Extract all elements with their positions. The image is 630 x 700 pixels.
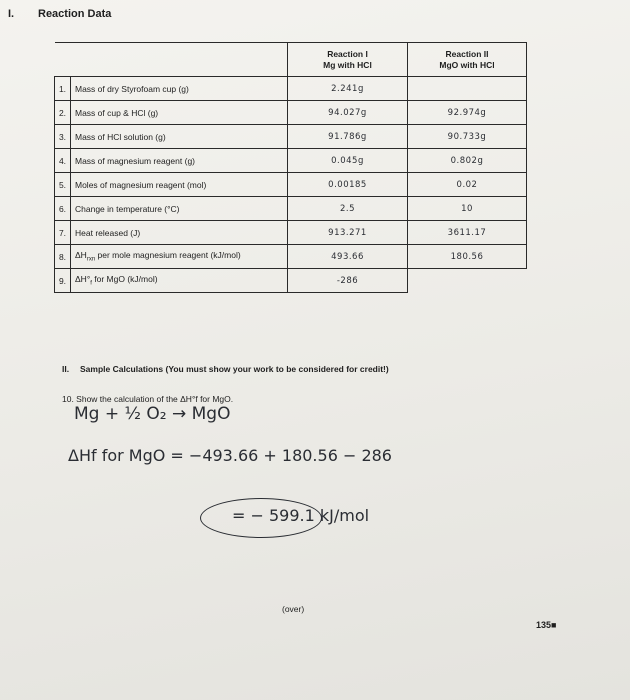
- table-row: [55, 125, 527, 149]
- row-number: 9.: [55, 269, 71, 293]
- delta-h-symbol: ΔH°: [75, 274, 91, 285]
- section-2-number: II.: [62, 364, 70, 374]
- f-subscript: f: [90, 280, 92, 287]
- row-label-rest: per mole magnesium reagent (kJ/mol): [95, 250, 241, 261]
- reaction-1-value: 0.045g: [288, 149, 408, 173]
- row-label: Change in temperature (°C): [71, 197, 288, 221]
- reaction-1-value: 493.66: [288, 245, 408, 269]
- reaction-1-value: 2.241g: [288, 77, 408, 101]
- header-reaction-1: [288, 43, 408, 77]
- row-label: Mass of cup & HCl (g): [71, 101, 288, 125]
- header-reaction-1-line1: Reaction I: [327, 48, 368, 59]
- page-number: 135■: [536, 620, 557, 630]
- table-row: [55, 221, 527, 245]
- row-label: [71, 269, 288, 293]
- reaction-1-value: 913.271: [288, 221, 408, 245]
- rxn-subscript: rxn: [86, 256, 96, 263]
- row-number: 7.: [55, 221, 71, 245]
- section-2-heading: [62, 364, 389, 374]
- section-1-heading: [8, 8, 111, 20]
- delta-h-symbol: ΔH: [75, 250, 87, 261]
- table-row: [55, 269, 527, 293]
- table-row: [55, 149, 527, 173]
- row-number: 8.: [55, 245, 71, 269]
- row-number: 1.: [55, 77, 71, 101]
- handwritten-answer: = − 599.1 kJ/mol: [232, 506, 370, 525]
- row-label: Heat released (J): [71, 221, 288, 245]
- reaction-2-value: [408, 269, 527, 293]
- reaction-1-value: 0.00185: [288, 173, 408, 197]
- row-number: 4.: [55, 149, 71, 173]
- table-header-row: [55, 43, 527, 77]
- row-label: Mass of magnesium reagent (g): [71, 149, 288, 173]
- reaction-1-value: 2.5: [288, 197, 408, 221]
- row-number: 6.: [55, 197, 71, 221]
- table-row: [55, 173, 527, 197]
- handwritten-equation: Mg + ½ O₂ → MgO: [74, 404, 231, 424]
- reaction-2-value: 0.02: [408, 173, 527, 197]
- table-row: [55, 197, 527, 221]
- reaction-data-table: [54, 42, 527, 293]
- reaction-2-value: 180.56: [408, 245, 527, 269]
- reaction-1-value: 94.027g: [288, 101, 408, 125]
- handwritten-calculation: ΔHf for MgO = −493.66 + 180.56 − 286: [68, 446, 392, 465]
- section-1-number: I.: [8, 8, 15, 20]
- row-label: Moles of magnesium reagent (mol): [71, 173, 288, 197]
- reaction-2-value: 3611.17: [408, 221, 527, 245]
- table-row: [55, 77, 527, 101]
- over-note: (over): [282, 604, 305, 614]
- header-reaction-2-line2: MgO with HCl: [439, 59, 495, 70]
- header-reaction-2-line1: Reaction II: [445, 48, 489, 59]
- row-number: 2.: [55, 101, 71, 125]
- row-number: 5.: [55, 173, 71, 197]
- table-row: [55, 101, 527, 125]
- reaction-2-value: 0.802g: [408, 149, 527, 173]
- reaction-1-value: -286: [288, 269, 408, 293]
- section-1-title: Reaction Data: [38, 8, 112, 20]
- header-reaction-1-line2: Mg with HCl: [323, 59, 372, 70]
- reaction-2-value: 90.733g: [408, 125, 527, 149]
- row-number: 3.: [55, 125, 71, 149]
- section-2-title: Sample Calculations (You must show your work to be considered for credit!): [80, 364, 389, 374]
- row-label-rest: for MgO (kJ/mol): [91, 274, 158, 285]
- reaction-2-value: 92.974g: [408, 101, 527, 125]
- reaction-2-value: 10: [408, 197, 527, 221]
- row-label: Mass of HCl solution (g): [71, 125, 288, 149]
- reaction-1-value: 91.786g: [288, 125, 408, 149]
- header-reaction-2: [408, 43, 527, 77]
- reaction-2-value: [408, 77, 527, 101]
- table-row: [55, 245, 527, 269]
- question-10: 10. Show the calculation of the ΔH°f for MgO.: [62, 394, 234, 404]
- row-label: Mass of dry Styrofoam cup (g): [71, 77, 288, 101]
- row-label: [71, 245, 288, 269]
